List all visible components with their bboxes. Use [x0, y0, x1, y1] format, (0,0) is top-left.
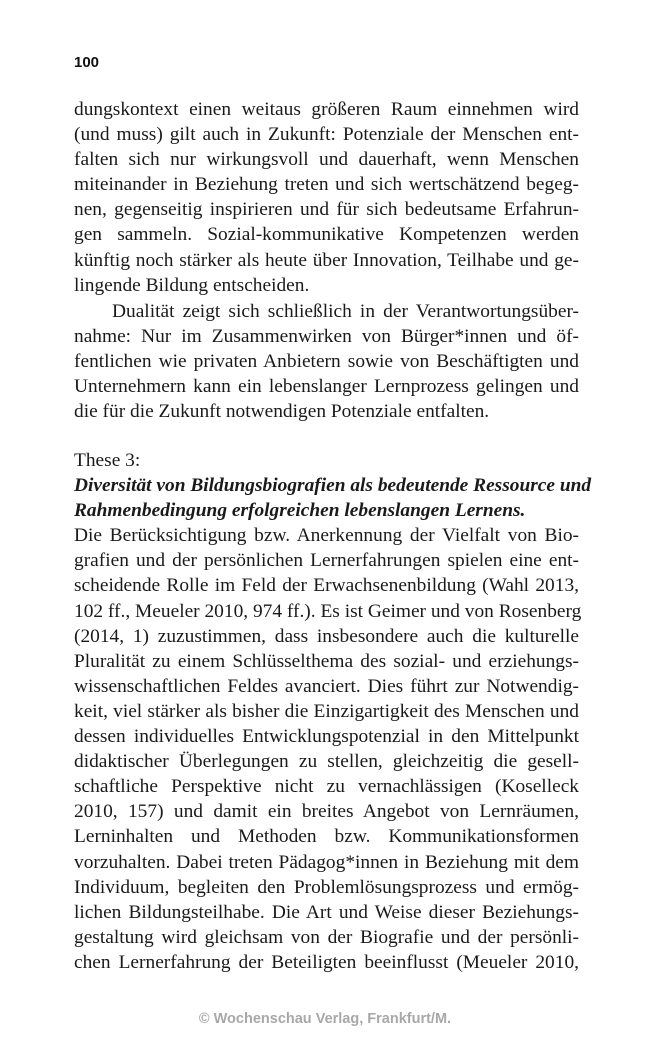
- thesis-title-line: Diversität von Bildungsbiografien als bedeutende Ressource und: [74, 475, 592, 497]
- text-line: (2014, 1) zuzustimmen, dass insbesondere auch die kulturelle: [74, 625, 579, 647]
- text-line: 2010, 157) und damit ein breites Angebot von Lernräumen,: [74, 801, 579, 823]
- text-line: 102 ff., Meueler 2010, 974 ff.). Es ist Geimer und von Rosenberg: [74, 600, 582, 622]
- text-line: lichen Bildungsteilhabe. Die Art und Weise dieser Beziehungs-: [74, 901, 579, 923]
- copyright-footer: © Wochenschau Verlag, Frankfurt/M.: [198, 1011, 452, 1027]
- text-line: grafien und der persönlichen Lernerfahrungen spielen eine ent-: [74, 550, 579, 572]
- text-line: nahme: Nur im Zusammenwirken von Bürger*innen und öf-: [74, 326, 579, 348]
- text-line: scheidende Rolle im Feld der Erwachsenenbildung (Wahl 2013,: [74, 575, 579, 597]
- text-line: künftig noch stärker als heute über Innovation, Teilhabe und ge-: [74, 249, 579, 271]
- text-line: gen sammeln. Sozial-kommunikative Kompetenzen werden: [74, 224, 579, 246]
- text-line: Pluralität zu einem Schlüsselthema des sozial- und erziehungs-: [74, 650, 579, 672]
- text-line: Die Berücksichtigung bzw. Anerkennung der Vielfalt von Bio-: [74, 525, 579, 547]
- thesis-label: These 3:: [74, 450, 141, 471]
- text-line: Lerninhalten und Methoden bzw. Kommunikationsformen: [74, 826, 579, 848]
- paragraph-continuation: [74, 97, 579, 298]
- text-line: miteinander in Beziehung treten und sich wertschätzend begeg-: [74, 174, 579, 196]
- text-line: Dualität zeigt sich schließlich in der Verantwortungsüber-: [112, 301, 579, 322]
- text-line: (und muss) gilt auch in Zukunft: Potenziale der Menschen ent-: [74, 124, 579, 146]
- text-line: didaktischer Überlegungen zu stellen, gleichzeitig die gesell-: [74, 751, 579, 773]
- text-line: nen, gegenseitig inspirieren und für sich bedeutsame Erfahrun-: [74, 199, 579, 221]
- thesis-title-line: Rahmenbedingung erfolgreichen lebenslangen Lernens.: [74, 500, 526, 522]
- text-line: Unternehmern kann ein lebenslanger Lernprozess gelingen und: [74, 376, 579, 398]
- text-line: gestaltung wird gleichsam von der Biografie und der persönli-: [74, 926, 579, 948]
- text-line: vorzuhalten. Dabei treten Pädagog*innen in Beziehung mit dem: [74, 851, 579, 873]
- text-line: keit, viel stärker als bisher die Einzigartigkeit des Menschen und: [74, 700, 579, 722]
- text-line: dessen individuelles Entwicklungspotenzial in den Mittelpunkt: [74, 726, 579, 748]
- text-line: falten sich nur wirkungsvoll und dauerhaft, wenn Menschen: [74, 149, 579, 171]
- text-line: Individuum, begleiten den Problemlösungsprozess und ermög-: [74, 876, 579, 898]
- paragraph-duality: [74, 299, 579, 424]
- page-number: 100: [74, 54, 100, 71]
- text-line: lingende Bildung entscheiden.: [74, 274, 310, 296]
- text-line: die für die Zukunft notwendigen Potenziale entfalten.: [74, 401, 490, 423]
- text-line: chen Lernerfahrung der Beteiligten beeinflusst (Meueler 2010,: [74, 951, 579, 973]
- text-line: fentlichen wie privaten Anbietern sowie von Beschäftigten und: [74, 351, 579, 373]
- text-line: schaftliche Perspektive nicht zu vernachlässigen (Koselleck: [74, 776, 579, 798]
- text-line: wissenschaftlichen Feldes avanciert. Dies führt zur Notwendig-: [74, 675, 579, 697]
- thesis-section: [74, 448, 592, 975]
- text-line: dungskontext einen weitaus größeren Raum einnehmen wird: [74, 99, 579, 120]
